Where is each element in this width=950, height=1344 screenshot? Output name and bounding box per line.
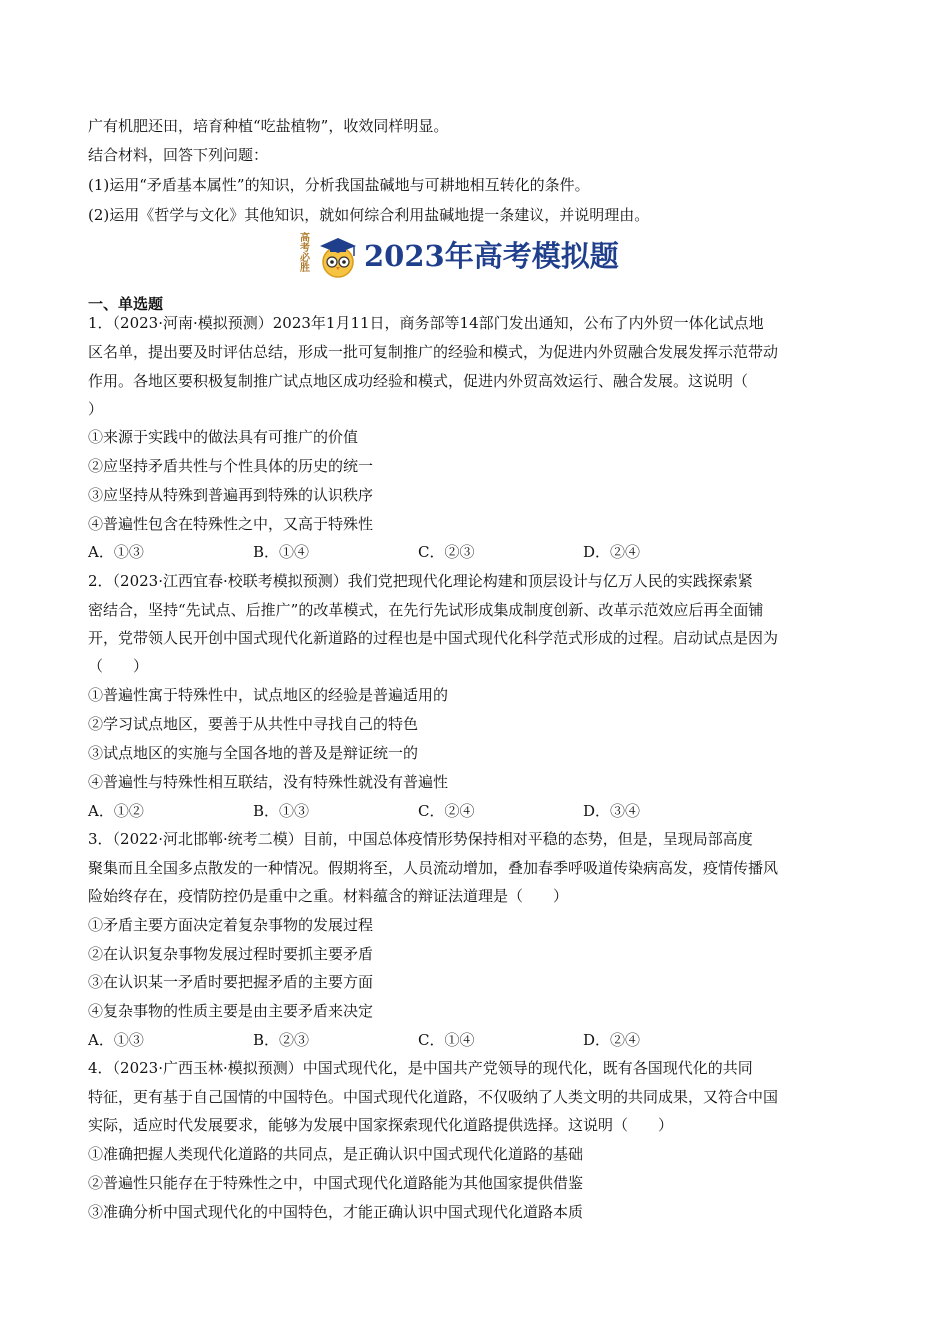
q2-option-b: B．①③ [253, 802, 310, 820]
q3-statement-1: ①矛盾主要方面决定着复杂事物的发展过程 [88, 916, 374, 934]
q3-options [88, 1030, 788, 1050]
intro-line-2: 结合材料，回答下列问题： [88, 146, 269, 164]
q1-statement-4: ④普遍性包含在特殊性之中，又高于特殊性 [88, 515, 374, 533]
q2-options [88, 801, 788, 821]
q3-statement-4: ④复杂事物的性质主要是由主要矛盾来决定 [88, 1002, 374, 1020]
q4-statement-2: ②普遍性只能存在于特殊性之中，中国式现代化道路能为其他国家提供借鉴 [88, 1174, 584, 1192]
q2-option-c: C．②④ [418, 802, 475, 820]
q3-stem-line-3: 险始终存在，疫情防控仍是重中之重。材料蕴含的辩证法道理是（ ） [88, 887, 569, 905]
q1-stem-line-3: 作用。各地区要积极复制推广试点地区成功经验和模式，促进内外贸高效运行、融合发展。这说明（ [88, 372, 749, 390]
q4-stem-line-3: 实际，适应时代发展要求，能够为发展中国家探索现代化道路提供选择。这说明（ ） [88, 1116, 674, 1134]
q2-statement-1: ①普遍性寓于特殊性中，试点地区的经验是普遍适用的 [88, 686, 449, 704]
q1-option-c: C．②③ [418, 543, 475, 561]
intro-line-1: 广有机肥还田，培育种植“吃盐植物”，收效同样明显。 [88, 117, 449, 135]
q3-statement-3: ③在认识某一矛盾时要把握矛盾的主要方面 [88, 973, 374, 991]
q1-stem-line-1: 1．（2023·河南·模拟预测）2023年1月11日，商务部等14部门发出通知，公布了内外贸一体化试点地 [88, 314, 764, 332]
q3-statement-2: ②在认识复杂事物发展过程时要抓主要矛盾 [88, 945, 374, 963]
q2-statement-4: ④普遍性与特殊性相互联结，没有特殊性就没有普遍性 [88, 773, 449, 791]
q2-stem-line-1: 2．（2023·江西宜春·校联考模拟预测）我们党把现代化理论构建和顶层设计与亿万人民的实践探索紧 [88, 572, 753, 590]
q2-option-d: D．③④ [583, 802, 641, 820]
q2-statement-3: ③试点地区的实施与全国各地的普及是辩证统一的 [88, 744, 419, 762]
q1-statement-3: ③应坚持从特殊到普遍再到特殊的认识秩序 [88, 486, 374, 504]
q2-stem-line-2: 密结合，坚持“先试点、后推广”的改革模式，在先行先试形成集成制度创新、改革示范效应后再全面铺 [88, 601, 764, 619]
mock-exam-banner [300, 232, 650, 280]
intro-question-2: (2)运用《哲学与文化》其他知识，就如何综合利用盐碱地提一条建议，并说明理由。 [88, 206, 650, 224]
q2-stem-line-3: 开，党带领人民开创中国式现代化新道路的过程也是中国式现代化科学范式形成的过程。启动试点是因为 [88, 629, 779, 647]
q2-stem-line-4: （ ） [88, 657, 149, 675]
q4-stem-line-2: 特征，更有基于自己国情的中国特色。中国式现代化道路，不仅吸纳了人类文明的共同成果，又符合中国 [88, 1088, 779, 1106]
q3-option-b: B．②③ [253, 1031, 310, 1049]
q3-option-c: C．①④ [418, 1031, 475, 1049]
q4-statement-3: ③准确分析中国式现代化的中国特色，才能正确认识中国式现代化道路本质 [88, 1203, 584, 1221]
section-heading: 一、单选题 [88, 295, 164, 313]
graduate-owl-icon [314, 232, 362, 280]
banner-stamp-text: 高考必胜 [300, 233, 310, 274]
q1-option-a: A．①③ [88, 543, 144, 561]
q1-option-b: B．①④ [253, 543, 310, 561]
q2-option-a: A．①② [88, 802, 144, 820]
banner-title: 2023年高考模拟题 [364, 239, 619, 273]
q1-stem-line-2: 区名单，提出要及时评估总结，形成一批可复制推广的经验和模式，为促进内外贸融合发展发挥示范带动 [88, 343, 779, 361]
q1-statement-2: ②应坚持矛盾共性与个性具体的历史的统一 [88, 457, 374, 475]
q1-stem-line-4: ） [88, 400, 104, 418]
q4-stem-line-1: 4．（2023·广西玉林·模拟预测）中国式现代化，是中国共产党领导的现代化，既有各国现代化的共同 [88, 1059, 753, 1077]
intro-question-1: (1)运用“矛盾基本属性”的知识，分析我国盐碱地与可耕地相互转化的条件。 [88, 176, 590, 194]
q3-option-d: D．②④ [583, 1031, 641, 1049]
q1-option-d: D．②④ [583, 543, 641, 561]
q1-statement-1: ①来源于实践中的做法具有可推广的价值 [88, 428, 359, 446]
q4-statement-1: ①准确把握人类现代化道路的共同点，是正确认识中国式现代化道路的基础 [88, 1145, 584, 1163]
q2-statement-2: ②学习试点地区，要善于从共性中寻找自己的特色 [88, 715, 419, 733]
q1-options [88, 542, 788, 562]
q3-option-a: A．①③ [88, 1031, 144, 1049]
q3-stem-line-1: 3．（2022·河北邯郸·统考二模）目前，中国总体疫情形势保持相对平稳的态势，但是，呈现局部高度 [88, 830, 753, 848]
q3-stem-line-2: 聚集而且全国多点散发的一种情况。假期将至，人员流动增加，叠加春季呼吸道传染病高发，疫情传播风 [88, 859, 779, 877]
